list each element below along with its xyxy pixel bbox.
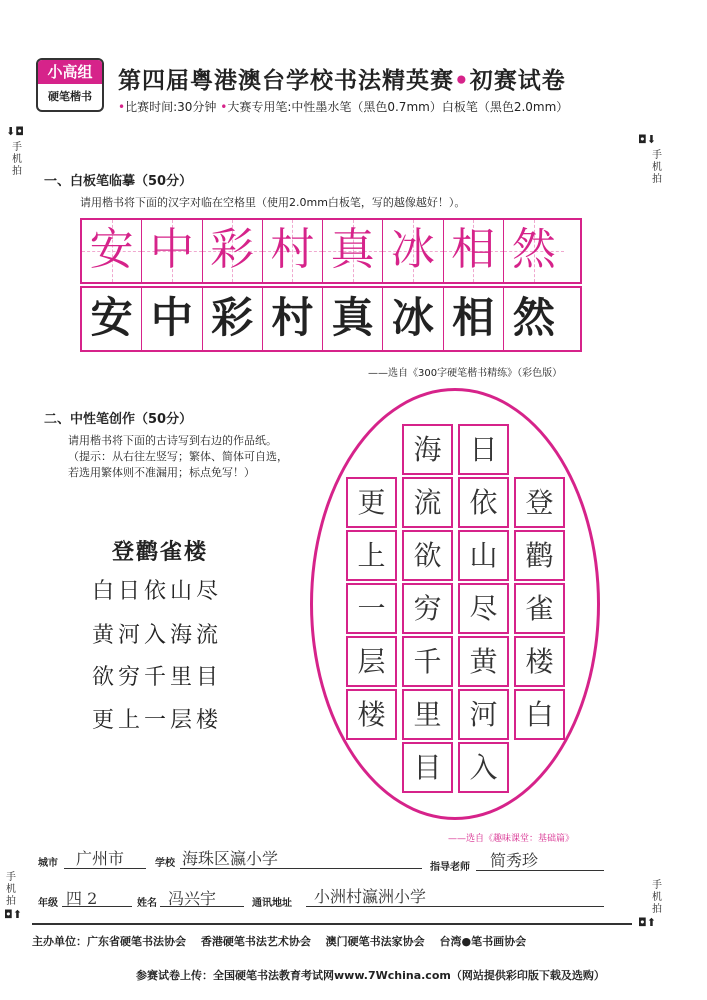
- work-cell[interactable]: 雀: [514, 583, 565, 634]
- work-cell[interactable]: 一: [346, 583, 397, 634]
- work-cell[interactable]: 日: [458, 424, 509, 475]
- work-cell[interactable]: 楼: [346, 689, 397, 740]
- city-label: 城市: [38, 858, 58, 869]
- teacher-underline: [476, 870, 604, 871]
- work-cell[interactable]: 楼: [514, 636, 565, 687]
- poem-title: 登鹳雀楼: [112, 540, 209, 565]
- model-cell: 相: [444, 220, 504, 282]
- poem-line: 欲穷千里目: [92, 665, 223, 690]
- work-cell[interactable]: 依: [458, 477, 509, 528]
- name-underline: [160, 906, 244, 907]
- section2-heading: 二、中性笔创作（50分）: [44, 412, 193, 427]
- work-cell[interactable]: 入: [458, 742, 509, 793]
- section2-source: ——选自《趣味课堂：基础篇》: [448, 834, 575, 844]
- work-cell[interactable]: 流: [402, 477, 453, 528]
- work-cell[interactable]: 山: [458, 530, 509, 581]
- bullet-1: •: [118, 100, 126, 114]
- work-cell[interactable]: 白: [514, 689, 565, 740]
- camera-icon: ⬇◘: [6, 125, 24, 138]
- title-dot: •: [454, 68, 470, 94]
- right-bottom-mark: [638, 880, 664, 929]
- group-label: 小高组: [38, 60, 102, 84]
- work-cell[interactable]: 目: [402, 742, 453, 793]
- script-label: 硬笔楷书: [48, 90, 92, 103]
- grade-underline: [62, 906, 132, 907]
- grade-value[interactable]: 四 2: [66, 889, 98, 908]
- organizers: 主办单位：广东省硬笔书法协会 香港硬笔书法艺术协会 澳门硬笔书法家协会 台湾●笔书画协会: [32, 935, 527, 948]
- pen-label: 大赛专用笔:: [227, 100, 292, 114]
- copy-cell[interactable]: 然: [512, 293, 555, 342]
- poem-line: 更上一层楼: [92, 708, 223, 733]
- section2-instruction-1: 请用楷书将下面的古诗写到右边的作品纸。: [68, 434, 277, 447]
- copy-cell[interactable]: 安: [82, 288, 142, 350]
- upload-notice: 参赛试卷上传：全国硬笔书法教育考试网www.7Wchina.com（网站提供彩印版下载及选购）: [136, 969, 605, 982]
- pen-value: 中性墨水笔（黑色0.7mm）白板笔（黑色2.0mm）: [291, 100, 569, 114]
- name-label: 姓名: [137, 898, 157, 909]
- group-badge: [36, 58, 104, 112]
- grade-label: 年级: [38, 898, 58, 909]
- model-cell: 然: [504, 220, 564, 282]
- copy-cell[interactable]: 冰: [383, 288, 443, 350]
- copy-cell[interactable]: 真: [323, 288, 383, 350]
- side-label: 手机拍: [652, 150, 662, 185]
- left-top-mark: [6, 125, 24, 178]
- school-value[interactable]: 海珠区瀛小学: [182, 849, 279, 868]
- section1-heading: 一、白板笔临摹（50分）: [44, 174, 193, 189]
- work-cell[interactable]: 更: [346, 477, 397, 528]
- work-cell[interactable]: 黄: [458, 636, 509, 687]
- school-underline: [180, 868, 422, 869]
- city-underline: [64, 868, 146, 869]
- teacher-label: 指导老师: [430, 862, 470, 873]
- section1-instruction: 请用楷书将下面的汉字对临在空格里（使用2.0mm白板笔，写的越像越好！）。: [80, 196, 466, 209]
- left-bottom-mark: [4, 872, 22, 921]
- school-label: 学校: [155, 858, 175, 869]
- work-cell[interactable]: 上: [346, 530, 397, 581]
- work-cell[interactable]: 里: [402, 689, 453, 740]
- section2-instruction-2: （提示：从右往左竖写；繁体、简体可自选，: [68, 450, 288, 463]
- title-main: 第四届粤港澳台学校书法精英赛: [118, 68, 454, 94]
- address-underline: [306, 906, 604, 907]
- work-cell[interactable]: 河: [458, 689, 509, 740]
- side-label: 手机拍: [652, 880, 662, 915]
- copy-cell[interactable]: 中: [142, 288, 202, 350]
- address-label: 通讯地址: [252, 898, 292, 909]
- work-cell[interactable]: 欲: [402, 530, 453, 581]
- work-cell[interactable]: 鹳: [514, 530, 565, 581]
- camera-icon: ◘⬆: [4, 908, 22, 921]
- exam-info: [118, 98, 568, 115]
- footer-divider: [32, 923, 632, 925]
- right-top-mark: [638, 133, 664, 186]
- title-tail: 初赛试卷: [469, 68, 566, 94]
- model-cell: 彩: [203, 220, 263, 282]
- city-value[interactable]: 广州市: [76, 849, 125, 868]
- model-cell: 冰: [383, 220, 443, 282]
- camera-icon: ◘⬆: [638, 916, 656, 929]
- work-cell[interactable]: 层: [346, 636, 397, 687]
- side-label: 手机拍: [6, 872, 16, 907]
- model-cell: 村: [263, 220, 323, 282]
- model-cell: 真: [323, 220, 383, 282]
- time-label: 比赛时间:: [125, 100, 178, 114]
- poem-line: 白日依山尽: [92, 579, 223, 604]
- page-title: [118, 62, 566, 95]
- name-value[interactable]: 冯兴宇: [168, 889, 217, 908]
- work-cell[interactable]: 千: [402, 636, 453, 687]
- section1-source: ——选自《300字硬笔楷书精练》（彩色版）: [368, 368, 563, 379]
- copy-cell[interactable]: 村: [263, 288, 323, 350]
- work-cell[interactable]: 登: [514, 477, 565, 528]
- work-cell[interactable]: 穷: [402, 583, 453, 634]
- poem-line: 黄河入海流: [92, 623, 223, 648]
- work-cell[interactable]: 尽: [458, 583, 509, 634]
- camera-icon: ◘⬇: [638, 133, 656, 146]
- time-value: 30分钟: [177, 100, 217, 114]
- model-grid: [80, 218, 582, 284]
- copy-cell[interactable]: 彩: [203, 288, 263, 350]
- work-cell[interactable]: 海: [402, 424, 453, 475]
- teacher-value[interactable]: 简秀珍: [490, 851, 539, 870]
- side-label: 手机拍: [12, 142, 22, 177]
- address-value[interactable]: 小洲村瀛洲小学: [314, 887, 427, 906]
- model-cell: 安: [82, 220, 142, 282]
- bullet-2: •: [220, 100, 228, 114]
- copy-cell[interactable]: 相: [444, 288, 504, 350]
- model-cell: 中: [142, 220, 202, 282]
- section2-instruction-3: 若选用繁体则不准漏用；标点免写！）: [68, 466, 255, 479]
- copy-grid: [80, 286, 582, 352]
